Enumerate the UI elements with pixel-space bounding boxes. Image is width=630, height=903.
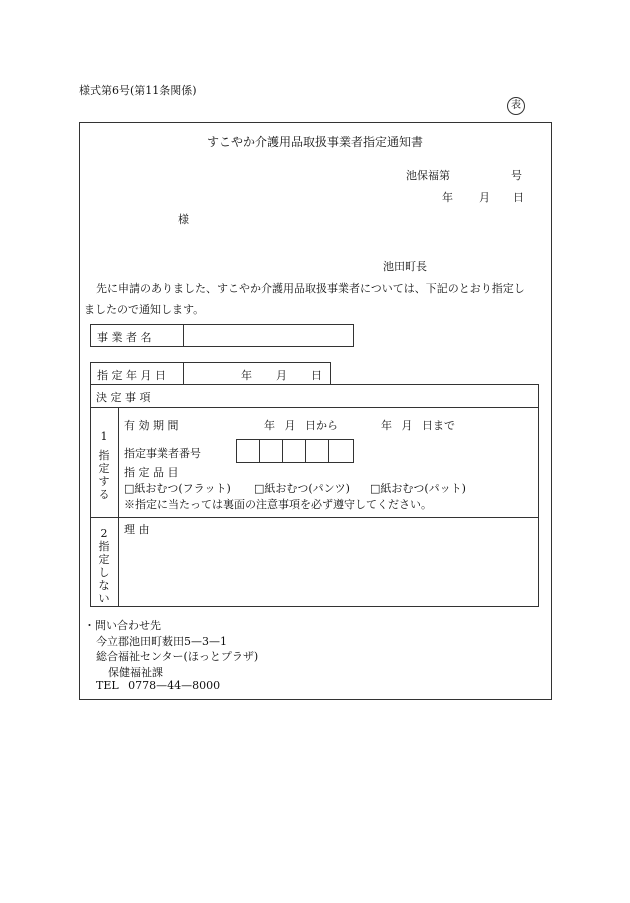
section1-vertical-label: [96, 430, 112, 501]
section2-char: 定: [98, 553, 110, 566]
section-divider: [90, 517, 539, 518]
decision-column-divider: [118, 407, 119, 607]
number-prefix: 池保福第: [406, 169, 450, 182]
section1-char: す: [98, 475, 110, 488]
designation-date-label-cell: [90, 362, 184, 385]
operator-name-field[interactable]: [183, 324, 354, 347]
omote-label: 表: [511, 100, 521, 111]
period-to: 年 月 日まで: [381, 419, 455, 432]
section1-number: 1: [100, 430, 108, 443]
section1-char: 定: [98, 462, 110, 475]
section2-vertical-label: [96, 527, 112, 605]
designation-day: 日: [311, 369, 322, 382]
period-label: 有 効 期 間: [124, 419, 179, 432]
number-suffix: 号: [511, 169, 522, 182]
contact-dept: 保健福祉課: [108, 666, 163, 679]
operator-label-cell: [90, 324, 184, 347]
form-number: 様式第6号(第11条関係): [79, 84, 197, 97]
section2-char: し: [98, 566, 110, 579]
option-flat[interactable]: □紙おむつ(フラット): [124, 482, 231, 495]
section2-number: 2: [100, 527, 108, 540]
decision-label: 決 定 事 項: [96, 391, 151, 404]
contact-heading: ・問い合わせ先: [84, 619, 161, 632]
date-month: 月: [479, 191, 490, 204]
contact-center: 総合福祉センター(ほっとプラザ): [96, 650, 259, 663]
contact-address: 今立郡池田町薮田5—3—1: [96, 635, 227, 648]
section2-char: い: [98, 592, 110, 605]
body-text-line2: ましたので通知します。: [84, 303, 205, 316]
operator-number-box-2[interactable]: [259, 439, 283, 463]
designation-date-field[interactable]: [183, 362, 331, 385]
period-from: 年 月 日から: [264, 419, 338, 432]
operator-number-box-1[interactable]: [236, 439, 260, 463]
item-label: 指 定 品 目: [124, 466, 179, 479]
reason-label: 理 由: [124, 523, 150, 536]
option-pad[interactable]: □紙おむつ(パット): [370, 482, 466, 495]
contact-tel: TEL 0778—44—8000: [96, 679, 221, 692]
option-pants[interactable]: □紙おむつ(パンツ): [254, 482, 350, 495]
designation-date-label: 指 定 年 月 日: [97, 369, 166, 382]
document-title: すこやか介護用品取扱事業者指定通知書: [206, 135, 423, 149]
designation-month: 月: [276, 369, 287, 382]
operator-number-box-5[interactable]: [328, 439, 354, 463]
issuer: 池田町長: [383, 260, 427, 273]
section1-char: 指: [98, 449, 110, 462]
section1-char: る: [98, 488, 110, 501]
omote-stamp: [507, 97, 525, 115]
compliance-note: ※指定に当たっては裏面の注意事項を必ず遵守してください。: [124, 498, 432, 511]
section2-char: 指: [98, 540, 110, 553]
operator-number-box-4[interactable]: [305, 439, 329, 463]
section2-char: な: [98, 579, 110, 592]
date-year: 年: [442, 191, 453, 204]
date-day: 日: [513, 191, 524, 204]
operator-label: 事 業 者 名: [97, 331, 152, 344]
operator-number-label: 指定事業者番号: [124, 447, 201, 460]
body-text-line1: 先に申請のありました、すこやか介護用品取扱事業者については、下記のとおり指定し: [96, 282, 525, 295]
addressee-suffix: 様: [178, 213, 189, 226]
operator-number-box-3[interactable]: [282, 439, 306, 463]
designation-year: 年: [241, 369, 252, 382]
decision-header-divider: [90, 407, 539, 408]
